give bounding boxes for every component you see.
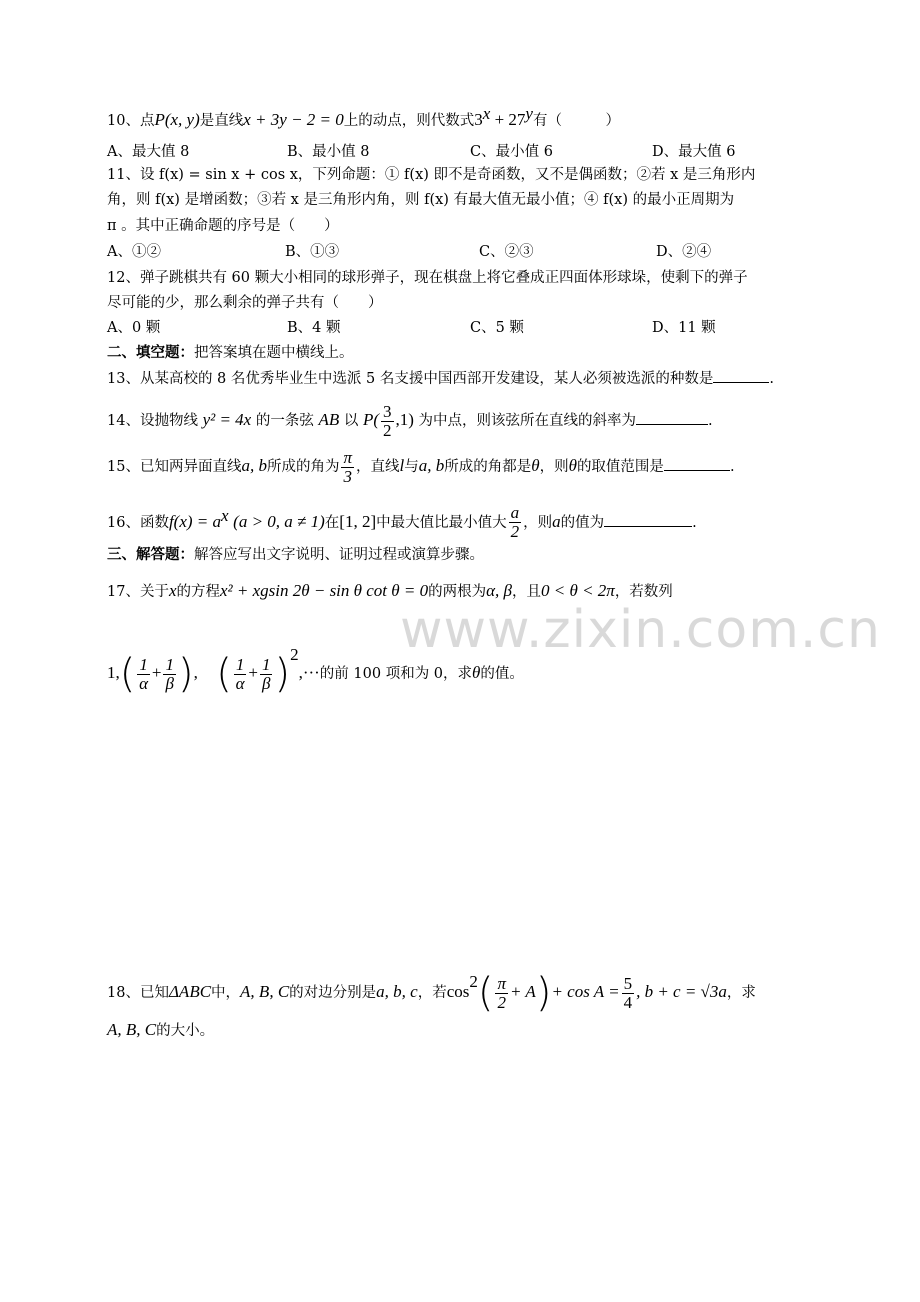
q16-interval: [1, 2] (339, 511, 377, 531)
q17-b: 的方程 (176, 584, 220, 600)
q16-num: a (510, 503, 520, 523)
section-3-text: 解答应写出文字说明、证明过程或演算步骤。 (194, 547, 484, 563)
q16-c: 中最大值比最小值大 (376, 514, 507, 531)
q12-line-2: 尽可能的少，那么剩余的弹子共有（ ） (107, 295, 383, 311)
q18-frac-pi (495, 975, 508, 1012)
q17-frac-1-num: 1 (139, 654, 148, 674)
q18-e: ，求 (726, 985, 756, 1001)
q17-plus-2: + (248, 663, 258, 682)
section-2-heading (107, 343, 354, 363)
question-15 (107, 446, 735, 487)
question-17-line-2 (107, 630, 524, 699)
q16-e: 的值为 (560, 514, 605, 531)
q10-line-eq: x + 3y − 2 = 0 (243, 109, 344, 129)
q13-text: 13、从某高校的 8 名优秀毕业生中选派 5 名支援中国西部开发建设，某人必须被选派的种数是 (107, 371, 714, 387)
watermark: www.zixin.com.cn (400, 600, 881, 660)
q11-option-a: A、①② (107, 244, 161, 260)
q17-seq-start: 1, (107, 663, 120, 682)
q10-expr-plus: + 27 (490, 109, 526, 129)
q17-range: 0 < θ < 2π (541, 581, 615, 600)
q17-paren-close-2: ) (274, 651, 291, 697)
q17-comma: , (193, 663, 198, 682)
q11-option-b: B、①③ (285, 244, 340, 260)
q18-rest: , b + c = √3a (636, 982, 727, 1001)
q10-expr-a-exp: x (482, 104, 491, 123)
section-3-title: 三、解答题： (107, 546, 194, 563)
q11-line-2: 角，则 f(x) 是增函数；③若 x 是三角形内角，则 f(x) 有最大值无最小值；④ f(x) 的最小正周期为 (107, 192, 735, 208)
question-18-line-1 (107, 957, 756, 1018)
q18-sides: a, b, c (376, 982, 418, 1001)
q14-eq: y² = 4x (202, 410, 252, 429)
q15-theta: θ (531, 456, 540, 475)
q10-point: P(x, y) (154, 109, 200, 129)
q18-a: 18、已知 (107, 985, 169, 1001)
q14-answer-blank (636, 410, 708, 425)
q18-d: ，若 (417, 985, 447, 1001)
section-2-title: 二、填空题： (107, 344, 194, 361)
q15-a: 15、已知两异面直线 (107, 459, 242, 475)
q12-line-1: 12、弹子跳棋共有 60 颗大小相同的球形弹子，现在棋盘上将它叠成正四面体形球垛，使剩下的弹子 (107, 270, 748, 286)
q11-option-d: D、②④ (656, 244, 712, 260)
q17-frac-3-den: α (235, 673, 245, 693)
question-10 (107, 104, 620, 131)
q10-mid2: 上的动点，则代数式 (343, 112, 475, 129)
q10-tail: 有（ ） (532, 112, 620, 129)
q15-ab: a, b (241, 456, 267, 475)
q18-tri: ΔABC (168, 982, 212, 1001)
q17-x: x (168, 581, 177, 600)
q17-frac-alpha-2 (234, 656, 247, 693)
q18-paren-close: ) (535, 970, 552, 1016)
q15-g: 的取值范围是 (576, 459, 664, 475)
q16-end: . (692, 514, 697, 531)
q18-sq: 2 (469, 972, 478, 991)
q16-exp: x (221, 506, 229, 525)
q13-answer-blank (713, 368, 769, 383)
q14-fraction (381, 403, 394, 440)
q17-plus-1: + (151, 663, 162, 682)
q15-fraction (341, 449, 354, 486)
q15-end: . (729, 459, 735, 475)
q18-abc: A, B, C (240, 982, 290, 1001)
q17-frac-4-den: β (261, 673, 271, 693)
q10-option-d: D、最大值 6 (652, 144, 736, 160)
q14-ab: AB (318, 410, 340, 429)
q14-den: 2 (383, 420, 392, 440)
q18-frac-pi-num: π (497, 973, 507, 993)
q15-den: 3 (343, 466, 352, 486)
q14-num: 3 (383, 401, 392, 421)
q13-end: . (769, 371, 774, 387)
q14-b: 的一条弦 (255, 413, 314, 429)
q17-frac-2-den: β (165, 673, 174, 693)
q17-frac-1-den: α (139, 673, 149, 693)
q17-c: 的两根为 (428, 584, 487, 600)
q15-d: 与 (404, 459, 419, 475)
q15-f: ，则 (539, 459, 569, 475)
q15-b: 所成的角为 (266, 459, 340, 475)
q18-paren-open: ( (477, 970, 494, 1016)
q11-line-1: 11、设 f(x) = sin x + cos x，下列命题：① f(x) 即不是奇函数，又不是偶函数；②若 x 是三角形内 (107, 167, 756, 183)
q14-a: 14、设抛物线 (107, 413, 198, 429)
q10-expr-b-exp: y (525, 104, 533, 123)
q15-answer-blank (664, 456, 730, 471)
q16-fraction (509, 504, 522, 541)
q17-paren-close-1: ) (177, 651, 194, 697)
q18-frac-pi-den: 2 (497, 992, 506, 1012)
question-13 (107, 368, 774, 389)
q15-l: l (399, 456, 405, 475)
q15-c: ，直线 (355, 459, 400, 475)
q15-theta2: θ (568, 456, 577, 475)
q15-e: 所成的角都是 (444, 459, 532, 475)
q10-option-b: B、最小值 8 (287, 144, 370, 160)
q17-frac-alpha-1 (137, 656, 150, 693)
q10-mid: 是直线 (199, 112, 244, 129)
q18-frac-54 (622, 975, 635, 1012)
q16-d: ，则 (523, 514, 553, 531)
q16-answer-blank (604, 512, 692, 527)
section-3-heading (107, 545, 484, 565)
q11-option-c: C、②③ (479, 244, 534, 260)
q12-option-d: D、11 颗 (652, 320, 716, 336)
question-17-line-1 (107, 581, 673, 602)
q16-cond: (a > 0, a ≠ 1) (233, 511, 325, 531)
q14-end: . (708, 413, 713, 429)
question-16 (107, 496, 697, 543)
q18-c: 的对边分别是 (289, 985, 377, 1001)
q17-paren-open-2: ( (216, 651, 232, 697)
q17-e: ，若数列 (614, 584, 673, 600)
q16-den: 2 (510, 522, 520, 542)
q17-dots: ,··· (298, 663, 320, 682)
q18-frac-54-num: 5 (623, 973, 633, 993)
q17-tail: 的前 100 项和为 0，求 (319, 666, 473, 682)
q17-square: 2 (290, 645, 299, 664)
q18-cos2: cos (446, 982, 470, 1001)
q12-option-c: C、5 颗 (470, 320, 524, 336)
q14-p: P( (362, 410, 379, 429)
q16-b: 在 (324, 514, 340, 531)
q17-tail2: 的值。 (480, 666, 524, 682)
q18-line2-abc: A, B, C (107, 1020, 157, 1039)
section-2-text: 把答案填在题中横线上。 (194, 345, 354, 361)
q16-fx: f(x) = a (168, 511, 222, 531)
q18-line2: 的大小。 (156, 1023, 215, 1039)
q10-option-c: C、最小值 6 (470, 144, 553, 160)
q17-frac-beta-1 (163, 656, 176, 693)
q18-plusA: + A (510, 982, 536, 1001)
q14-p2: ,1) (395, 410, 414, 429)
q17-frac-2-num: 1 (165, 654, 174, 674)
q17-eq: x² + xgsin 2θ − sin θ cot θ = 0 (220, 581, 429, 600)
question-18-line-2 (107, 1020, 214, 1041)
q10-prefix: 10、点 (107, 112, 155, 129)
q17-a: 17、关于 (107, 584, 169, 600)
q18-cosA: + cos A = (551, 982, 620, 1001)
q17-roots: α, β (486, 581, 512, 600)
q17-frac-beta-2 (260, 656, 273, 693)
q17-frac-3-num: 1 (235, 654, 245, 674)
q17-theta: θ (472, 663, 481, 682)
q18-frac-54-den: 4 (623, 992, 633, 1012)
question-14 (107, 400, 713, 441)
q17-paren-open-1: ( (119, 651, 136, 697)
q10-option-a: A、最大值 8 (107, 144, 190, 160)
q12-option-a: A、0 颗 (107, 320, 161, 336)
q15-num: π (343, 447, 352, 467)
q11-line-3: π 。其中正确命题的序号是（ ） (107, 218, 339, 234)
q14-d: 为中点，则该弦所在直线的斜率为 (418, 413, 637, 429)
q10-expr-a: 3 (474, 109, 483, 129)
q14-c: 以 (343, 413, 359, 429)
q16-a: 16、函数 (107, 514, 169, 531)
q12-option-b: B、4 颗 (287, 320, 341, 336)
q17-d: ，且 (512, 584, 541, 600)
q15-ab2: a, b (418, 456, 445, 475)
q17-frac-4-num: 1 (261, 654, 271, 674)
q16-var: a (552, 511, 561, 531)
q18-b: 中， (211, 985, 241, 1001)
